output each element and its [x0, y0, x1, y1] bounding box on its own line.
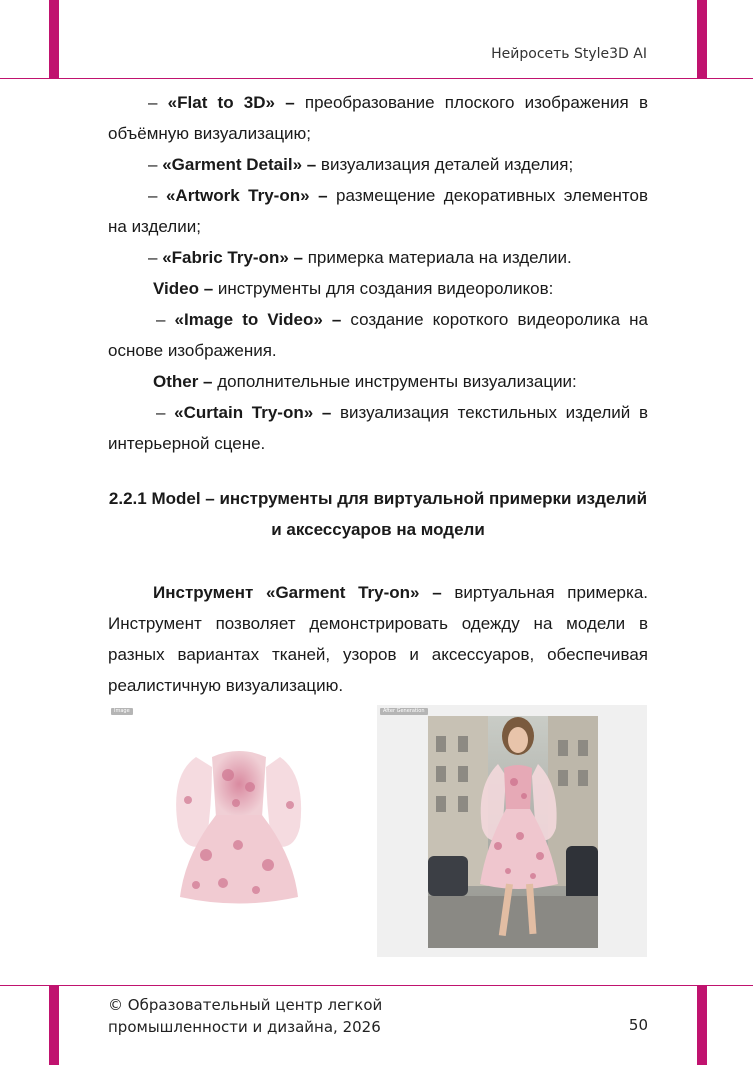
- other-section: Other – дополнительные инструменты визуализации:: [153, 372, 577, 391]
- page-content: [108, 87, 648, 701]
- header-bar-left: [49, 0, 59, 79]
- list-item: – «Flat to 3D» – преобразование плоского изображения в объёмную визуализацию;: [108, 93, 648, 143]
- model-photo: [428, 716, 598, 948]
- list-item: – «Garment Detail» – визуализация деталей изделия;: [148, 155, 574, 174]
- video-section: Video – инструменты для создания видеороликов:: [153, 279, 554, 298]
- header-bar-right: [697, 0, 707, 79]
- section-heading: 2.2.1 Model – инструменты для виртуальной примерки изделий и аксессуаров на модели: [108, 489, 648, 539]
- list-item: – «Artwork Try-on» – размещение декоративных элементов на изделии;: [108, 186, 648, 236]
- image-tag: Image: [111, 708, 133, 715]
- figure-input-image: [108, 705, 373, 957]
- footer-bar-right: [697, 985, 707, 1065]
- list-item: – «Image to Video» – создание короткого видеоролика на основе изображения.: [108, 310, 648, 360]
- header-title: Нейросеть Style3D AI: [491, 46, 647, 62]
- footer-divider: [0, 985, 753, 986]
- figure-generated-image: [377, 705, 647, 957]
- header-divider: [0, 78, 753, 79]
- page-number: 50: [628, 1016, 648, 1034]
- image-tag: After Generation: [380, 708, 428, 715]
- body-paragraph: Инструмент «Garment Try-on» – виртуальная примерка. Инструмент позволяет демонстрировать одежду на модели в разных вариантах тканей, узоров и аксессуаров, обеспечивая реалистичную визуализацию.: [108, 583, 648, 695]
- dress-illustration: [108, 705, 373, 957]
- footer-bar-left: [49, 985, 59, 1065]
- footer-copyright: © Образовательный центр легкой промышленности и дизайна, 2026: [108, 996, 383, 1036]
- model-illustration: [428, 716, 598, 948]
- list-item: – «Fabric Try-on» – примерка материала на изделии.: [148, 248, 572, 267]
- list-item: – «Curtain Try-on» – визуализация текстильных изделий в интерьерной сцене.: [108, 403, 648, 453]
